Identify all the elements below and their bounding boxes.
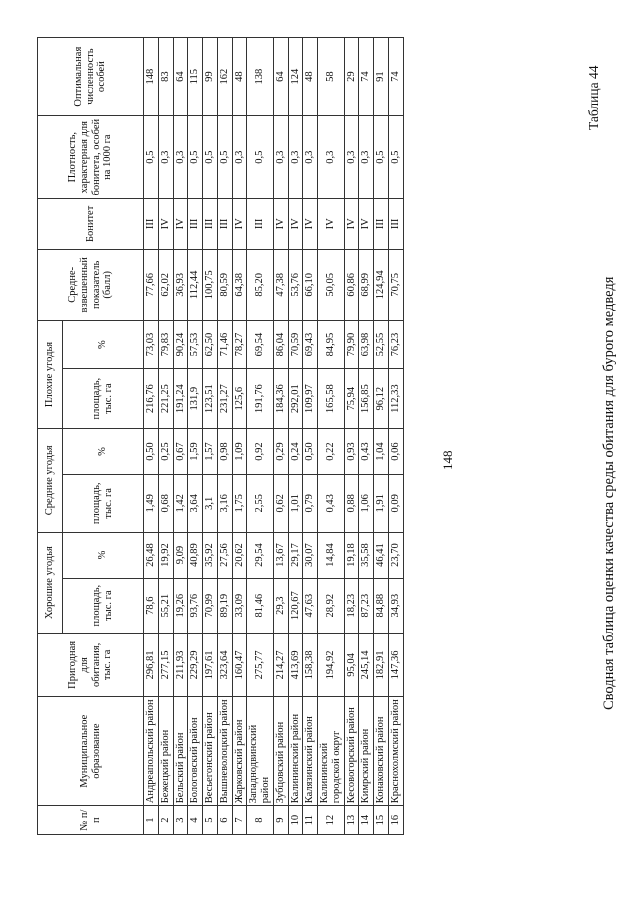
optimal-count: 138 <box>247 38 274 116</box>
suitable-area: 229,29 <box>188 633 203 696</box>
poor-area: 221,25 <box>158 369 173 429</box>
density: 0,3 <box>273 116 288 199</box>
table-row <box>344 38 359 835</box>
row-number: 14 <box>359 806 374 835</box>
medium-area: 1,01 <box>288 475 303 533</box>
poor-percent: 70,59 <box>288 320 303 368</box>
bonitet: IV <box>173 199 188 250</box>
header-good-pct: % <box>63 532 144 578</box>
good-percent: 20,62 <box>232 532 247 578</box>
density: 0,5 <box>203 116 218 199</box>
medium-area: 1,06 <box>359 475 374 533</box>
table-title: Сводная таблица оценки качества среды обитания для бурого медведя <box>601 276 617 710</box>
poor-percent: 57,53 <box>188 320 203 368</box>
table-row <box>359 38 374 835</box>
weighted-score: 112,44 <box>188 249 203 320</box>
table-row <box>173 38 188 835</box>
good-percent: 19,92 <box>158 532 173 578</box>
density: 0,5 <box>388 116 403 199</box>
medium-percent: 0,92 <box>247 429 274 475</box>
habitat-table <box>37 37 404 835</box>
medium-percent: 0,67 <box>173 429 188 475</box>
medium-percent: 0,98 <box>217 429 232 475</box>
medium-area: 0,68 <box>158 475 173 533</box>
row-number: 5 <box>203 806 218 835</box>
header-municipality: Муниципальное образование <box>38 697 144 806</box>
header-poor-pct: % <box>63 320 144 368</box>
density: 0,5 <box>144 116 159 199</box>
density: 0,3 <box>318 116 345 199</box>
poor-area: 112,33 <box>388 369 403 429</box>
poor-area: 156,85 <box>359 369 374 429</box>
good-area: 47,63 <box>303 578 318 633</box>
optimal-count: 83 <box>158 38 173 116</box>
poor-area: 123,51 <box>203 369 218 429</box>
poor-percent: 84,95 <box>318 320 345 368</box>
medium-area: 1,49 <box>144 475 159 533</box>
good-area: 28,92 <box>318 578 345 633</box>
poor-percent: 76,23 <box>388 320 403 368</box>
good-percent: 19,18 <box>344 532 359 578</box>
good-percent: 27,56 <box>217 532 232 578</box>
poor-percent: 73,03 <box>144 320 159 368</box>
density: 0,5 <box>374 116 389 199</box>
municipality-name: Калининский район <box>288 697 303 806</box>
good-area: 34,93 <box>388 578 403 633</box>
optimal-count: 115 <box>188 38 203 116</box>
poor-percent: 62,50 <box>203 320 218 368</box>
poor-percent: 86,04 <box>273 320 288 368</box>
good-area: 33,09 <box>232 578 247 633</box>
poor-percent: 90,24 <box>173 320 188 368</box>
header-suitable: Пригодная для обитания, тыс. га <box>38 633 144 696</box>
density: 0,3 <box>288 116 303 199</box>
municipality-name: Краснохолмский район <box>388 697 403 806</box>
suitable-area: 95,04 <box>344 633 359 696</box>
row-number: 4 <box>188 806 203 835</box>
bonitet: III <box>388 199 403 250</box>
row-number: 15 <box>374 806 389 835</box>
medium-percent: 0,25 <box>158 429 173 475</box>
weighted-score: 47,38 <box>273 249 288 320</box>
header-good: Хорошие угодья <box>38 532 63 633</box>
density: 0,3 <box>173 116 188 199</box>
poor-area: 131,9 <box>188 369 203 429</box>
good-percent: 46,41 <box>374 532 389 578</box>
bonitet: IV <box>344 199 359 250</box>
row-number: 3 <box>173 806 188 835</box>
poor-percent: 71,46 <box>217 320 232 368</box>
table-row <box>158 38 173 835</box>
bonitet: IV <box>359 199 374 250</box>
suitable-area: 296,81 <box>144 633 159 696</box>
bonitet: IV <box>158 199 173 250</box>
density: 0,3 <box>232 116 247 199</box>
good-percent: 35,58 <box>359 532 374 578</box>
bonitet: IV <box>273 199 288 250</box>
municipality-name: Западнодвинский район <box>247 697 274 806</box>
row-number: 10 <box>288 806 303 835</box>
table-body <box>144 38 404 835</box>
header-good-area: площадь, тыс. га <box>63 578 144 633</box>
table-row <box>188 38 203 835</box>
medium-area: 1,42 <box>173 475 188 533</box>
good-percent: 9,09 <box>173 532 188 578</box>
weighted-score: 62,02 <box>158 249 173 320</box>
weighted-score: 68,99 <box>359 249 374 320</box>
weighted-score: 66,10 <box>303 249 318 320</box>
bonitet: IV <box>303 199 318 250</box>
optimal-count: 64 <box>273 38 288 116</box>
poor-percent: 52,55 <box>374 320 389 368</box>
good-area: 87,23 <box>359 578 374 633</box>
row-number: 16 <box>388 806 403 835</box>
table-row <box>303 38 318 835</box>
medium-area: 2,55 <box>247 475 274 533</box>
suitable-area: 182,91 <box>374 633 389 696</box>
row-number: 12 <box>318 806 345 835</box>
header-medium-area: площадь, тыс. га <box>63 475 144 533</box>
density: 0,3 <box>158 116 173 199</box>
poor-area: 125,6 <box>232 369 247 429</box>
weighted-score: 64,38 <box>232 249 247 320</box>
bonitet: IV <box>318 199 345 250</box>
bonitet: III <box>188 199 203 250</box>
row-number: 7 <box>232 806 247 835</box>
suitable-area: 147,36 <box>388 633 403 696</box>
medium-area: 0,43 <box>318 475 345 533</box>
row-number: 2 <box>158 806 173 835</box>
poor-percent: 79,90 <box>344 320 359 368</box>
suitable-area: 211,93 <box>173 633 188 696</box>
table-label: Таблица 44 <box>586 65 601 130</box>
poor-area: 231,27 <box>217 369 232 429</box>
weighted-score: 124,94 <box>374 249 389 320</box>
table-row <box>247 38 274 835</box>
optimal-count: 48 <box>303 38 318 116</box>
good-area: 120,67 <box>288 578 303 633</box>
municipality-name: Конаковский район <box>374 697 389 806</box>
medium-area: 3,64 <box>188 475 203 533</box>
density: 0,5 <box>247 116 274 199</box>
medium-percent: 0,24 <box>288 429 303 475</box>
good-area: 78,6 <box>144 578 159 633</box>
header-poor-area: площадь, тыс. га <box>63 369 144 429</box>
medium-area: 1,75 <box>232 475 247 533</box>
medium-area: 0,62 <box>273 475 288 533</box>
good-percent: 29,17 <box>288 532 303 578</box>
header-num: № п/п <box>38 806 144 835</box>
weighted-score: 100,75 <box>203 249 218 320</box>
density: 0,5 <box>188 116 203 199</box>
suitable-area: 194,92 <box>318 633 345 696</box>
good-percent: 14,84 <box>318 532 345 578</box>
suitable-area: 158,38 <box>303 633 318 696</box>
optimal-count: 99 <box>203 38 218 116</box>
optimal-count: 29 <box>344 38 359 116</box>
good-area: 93,76 <box>188 578 203 633</box>
medium-percent: 1,59 <box>188 429 203 475</box>
optimal-count: 91 <box>374 38 389 116</box>
municipality-name: Вышневолоцкий район <box>217 697 232 806</box>
table-row <box>203 38 218 835</box>
good-percent: 23,70 <box>388 532 403 578</box>
table-row <box>318 38 345 835</box>
row-number: 11 <box>303 806 318 835</box>
suitable-area: 323,64 <box>217 633 232 696</box>
suitable-area: 413,69 <box>288 633 303 696</box>
municipality-name: Зубцовский район <box>273 697 288 806</box>
weighted-score: 85,20 <box>247 249 274 320</box>
good-area: 55,21 <box>158 578 173 633</box>
good-percent: 35,92 <box>203 532 218 578</box>
municipality-name: Бежецкий район <box>158 697 173 806</box>
medium-area: 3,16 <box>217 475 232 533</box>
medium-percent: 1,04 <box>374 429 389 475</box>
poor-area: 292,01 <box>288 369 303 429</box>
header-bonitet: Бонитет <box>38 199 144 250</box>
medium-area: 0,88 <box>344 475 359 533</box>
header-optimal: Оптимальная численность особей <box>38 38 144 116</box>
medium-percent: 1,09 <box>232 429 247 475</box>
suitable-area: 214,27 <box>273 633 288 696</box>
optimal-count: 64 <box>173 38 188 116</box>
header-medium-pct: % <box>63 429 144 475</box>
good-percent: 40,89 <box>188 532 203 578</box>
medium-percent: 0,29 <box>273 429 288 475</box>
row-number: 6 <box>217 806 232 835</box>
medium-percent: 0,50 <box>303 429 318 475</box>
good-area: 89,19 <box>217 578 232 633</box>
bonitet: III <box>247 199 274 250</box>
poor-percent: 79,83 <box>158 320 173 368</box>
poor-area: 165,58 <box>318 369 345 429</box>
header-medium: Средние угодья <box>38 429 63 533</box>
good-area: 70,99 <box>203 578 218 633</box>
municipality-name: Весьегонский район <box>203 697 218 806</box>
medium-percent: 0,06 <box>388 429 403 475</box>
bonitet: III <box>144 199 159 250</box>
medium-area: 3,1 <box>203 475 218 533</box>
weighted-score: 70,75 <box>388 249 403 320</box>
header-poor: Плохие угодья <box>38 320 63 428</box>
weighted-score: 80,59 <box>217 249 232 320</box>
optimal-count: 48 <box>232 38 247 116</box>
municipality-name: Кимрский район <box>359 697 374 806</box>
medium-area: 1,91 <box>374 475 389 533</box>
density: 0,3 <box>303 116 318 199</box>
poor-percent: 78,27 <box>232 320 247 368</box>
poor-area: 75,94 <box>344 369 359 429</box>
table-row <box>217 38 232 835</box>
suitable-area: 160,47 <box>232 633 247 696</box>
row-number: 1 <box>144 806 159 835</box>
municipality-name: Бологовский район <box>188 697 203 806</box>
bonitet: IV <box>288 199 303 250</box>
suitable-area: 277,15 <box>158 633 173 696</box>
weighted-score: 50,05 <box>318 249 345 320</box>
medium-percent: 1,57 <box>203 429 218 475</box>
municipality-name: Жарковский район <box>232 697 247 806</box>
density: 0,3 <box>359 116 374 199</box>
optimal-count: 124 <box>288 38 303 116</box>
optimal-count: 74 <box>388 38 403 116</box>
bonitet: III <box>203 199 218 250</box>
suitable-area: 245,14 <box>359 633 374 696</box>
optimal-count: 58 <box>318 38 345 116</box>
municipality-name: Калязинский район <box>303 697 318 806</box>
medium-percent: 0,22 <box>318 429 345 475</box>
header-weighted: Средне-взвешенный показатель (балл) <box>38 249 144 320</box>
good-area: 84,88 <box>374 578 389 633</box>
weighted-score: 36,93 <box>173 249 188 320</box>
table-row <box>232 38 247 835</box>
good-area: 29,3 <box>273 578 288 633</box>
table-row <box>374 38 389 835</box>
optimal-count: 162 <box>217 38 232 116</box>
municipality-name: Андреапольский район <box>144 697 159 806</box>
bonitet: III <box>217 199 232 250</box>
poor-area: 109,97 <box>303 369 318 429</box>
good-percent: 13,67 <box>273 532 288 578</box>
medium-area: 0,09 <box>388 475 403 533</box>
bonitet: III <box>374 199 389 250</box>
row-number: 13 <box>344 806 359 835</box>
good-percent: 30,07 <box>303 532 318 578</box>
poor-area: 96,12 <box>374 369 389 429</box>
weighted-score: 77,66 <box>144 249 159 320</box>
municipality-name: Калининский городской округ <box>318 697 345 806</box>
row-number: 9 <box>273 806 288 835</box>
medium-area: 0,79 <box>303 475 318 533</box>
municipality-name: Кесовогорский район <box>344 697 359 806</box>
suitable-area: 197,61 <box>203 633 218 696</box>
weighted-score: 60,86 <box>344 249 359 320</box>
good-percent: 29,54 <box>247 532 274 578</box>
density: 0,3 <box>344 116 359 199</box>
poor-area: 184,36 <box>273 369 288 429</box>
bonitet: IV <box>232 199 247 250</box>
municipality-name: Бельский район <box>173 697 188 806</box>
good-area: 19,26 <box>173 578 188 633</box>
table-row <box>288 38 303 835</box>
suitable-area: 275,77 <box>247 633 274 696</box>
poor-percent: 63,98 <box>359 320 374 368</box>
page-number: 148 <box>440 450 455 470</box>
row-number: 8 <box>247 806 274 835</box>
weighted-score: 53,76 <box>288 249 303 320</box>
medium-percent: 0,93 <box>344 429 359 475</box>
poor-area: 191,76 <box>247 369 274 429</box>
table-row <box>144 38 159 835</box>
table-row <box>273 38 288 835</box>
medium-percent: 0,43 <box>359 429 374 475</box>
good-area: 81,46 <box>247 578 274 633</box>
optimal-count: 148 <box>144 38 159 116</box>
header-density: Плотность, характерная для бонитета, особей на 1000 га <box>38 116 144 199</box>
medium-percent: 0,50 <box>144 429 159 475</box>
poor-area: 191,24 <box>173 369 188 429</box>
poor-percent: 69,54 <box>247 320 274 368</box>
good-area: 18,23 <box>344 578 359 633</box>
density: 0,5 <box>217 116 232 199</box>
good-percent: 26,48 <box>144 532 159 578</box>
poor-percent: 69,43 <box>303 320 318 368</box>
poor-area: 216,76 <box>144 369 159 429</box>
optimal-count: 74 <box>359 38 374 116</box>
table-row <box>388 38 403 835</box>
